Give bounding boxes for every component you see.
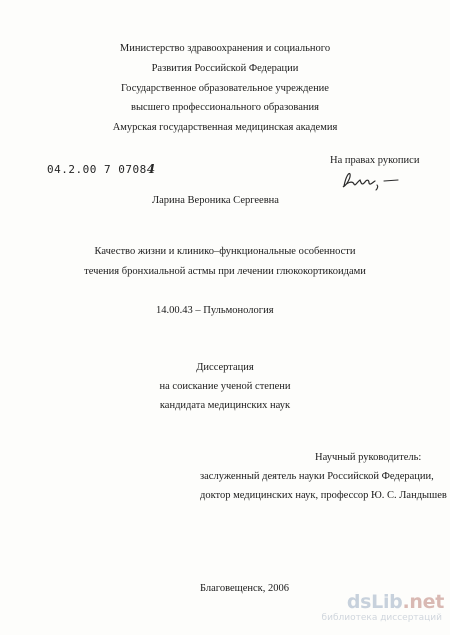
institution-line-1: Государственное образовательное учреждение [121, 83, 329, 94]
degree-line-2: на соискание ученой степени [159, 381, 291, 392]
stamp-handwritten-mark: 4 [146, 162, 156, 176]
degree-line-1: Диссертация [196, 362, 254, 373]
degree-line-3: кандидата медицинских наук [159, 400, 291, 411]
author-name: Ларина Вероника Сергеевна [152, 195, 279, 206]
academy-name: Амурская государственная медицинская академия [112, 122, 338, 133]
ministry-line-2: Развития Российской Федерации [151, 63, 299, 74]
specialty-code: 14.00.43 – Пульмонология [156, 305, 274, 316]
institution-line-2: высшего профессионального образования [131, 102, 319, 113]
supervisor-title-line-1: заслуженный деятель науки Российской Федерации, [200, 471, 434, 482]
dslib-watermark [278, 593, 446, 627]
supervisor-title-line-2: доктор медицинских наук, профессор Ю. С. Ландышев [200, 490, 447, 501]
city-year: Благовещенск, 2006 [200, 583, 290, 594]
thesis-title-line-2: течения бронхиальной астмы при лечении глюкокортикоидами [84, 266, 366, 277]
stamp-number: 04.2.00 7 0708 [47, 163, 147, 176]
watermark-logo [347, 593, 444, 612]
thesis-title-line-1: Качество жизни и клинико–функциональные особенности [94, 246, 356, 257]
handwritten-signature [340, 168, 402, 194]
ministry-line-1: Министерство здравоохранения и социального [119, 43, 331, 54]
watermark-logo-part-2: .net [402, 591, 444, 613]
supervisor-label: Научный руководитель: [315, 452, 422, 463]
rights-label: На правах рукописи [330, 155, 420, 166]
watermark-subtitle: библиотека диссертаций [321, 613, 442, 623]
watermark-logo-part-1: dsLib [346, 591, 403, 613]
registration-stamp [47, 163, 156, 175]
